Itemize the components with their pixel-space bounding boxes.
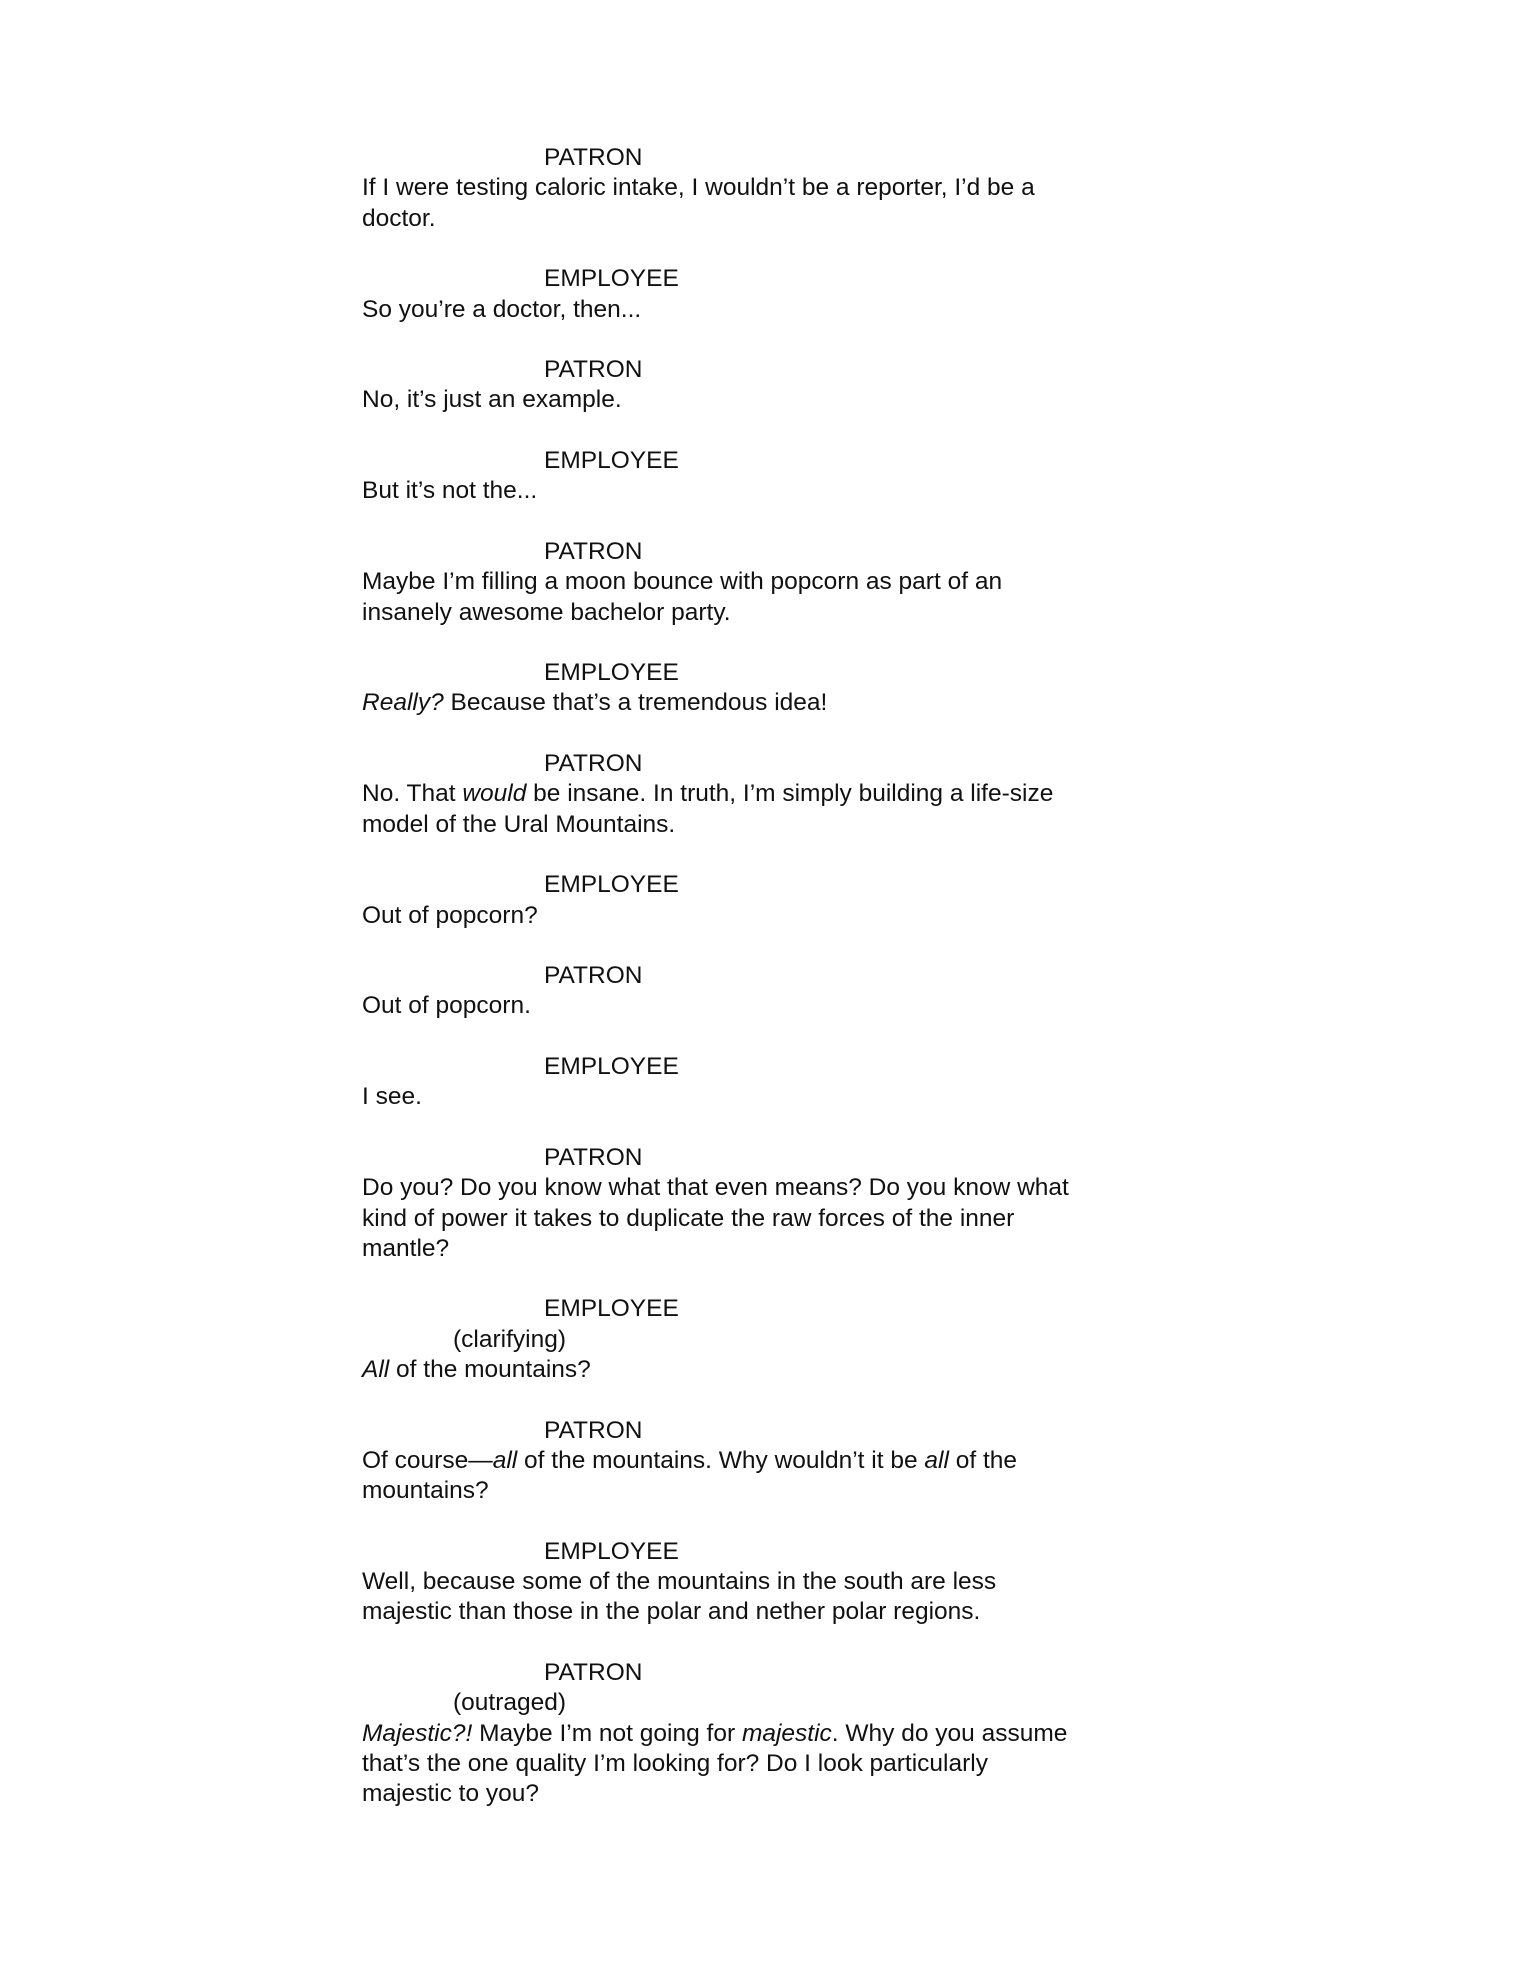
dialogue-text: of the mountains. Why wouldn’t it be	[517, 1446, 925, 1474]
dialogue-text: majestic to you?	[362, 1780, 540, 1808]
emphasis-text: all	[924, 1446, 949, 1474]
dialogue-line	[362, 1234, 449, 1264]
dialogue-line	[362, 688, 827, 718]
dialogue-line	[362, 1355, 591, 1385]
dialogue-line	[362, 598, 731, 628]
character-cue: PATRON	[544, 356, 643, 384]
dialogue-line	[362, 1719, 1067, 1749]
emphasis-text: majestic	[741, 1719, 832, 1747]
emphasis-text: Really?	[362, 689, 444, 717]
dialogue-text: . Why do you assume	[831, 1719, 1068, 1747]
dialogue-line	[362, 779, 1053, 809]
dialogue-text: No. That	[362, 780, 463, 808]
dialogue-line	[362, 295, 641, 325]
character-cue: EMPLOYEE	[544, 1537, 679, 1565]
emphasis-text: Majestic?!	[362, 1719, 473, 1747]
dialogue-line	[362, 1476, 489, 1506]
character-cue: PATRON	[544, 1659, 643, 1686]
dialogue-line	[362, 1173, 1069, 1203]
dialogue-text: mantle?	[362, 1234, 450, 1262]
dialogue-text: of the	[948, 1446, 1018, 1474]
character-cue: EMPLOYEE	[544, 265, 679, 293]
dialogue-line	[362, 1779, 539, 1809]
dialogue-text: model of the Ural Mountains.	[362, 810, 676, 838]
dialogue-line	[362, 1749, 988, 1779]
character-cue: PATRON	[544, 537, 643, 565]
dialogue-line	[362, 901, 538, 931]
dialogue-text: mountains?	[362, 1477, 489, 1505]
dialogue-text: Because that’s a tremendous idea!	[443, 689, 828, 717]
dialogue-line	[362, 1204, 1014, 1234]
dialogue-line	[362, 1567, 996, 1597]
dialogue-text: No, it’s just an example.	[362, 386, 622, 414]
dialogue-text: Maybe I’m not going for	[472, 1719, 742, 1747]
dialogue-text: But it’s not the...	[362, 477, 538, 505]
dialogue-text: of the mountains?	[389, 1356, 591, 1383]
parenthetical: (clarifying)	[453, 1325, 566, 1353]
emphasis-text: all	[492, 1446, 518, 1474]
character-cue: PATRON	[544, 144, 643, 171]
dialogue-line	[362, 1446, 1017, 1476]
dialogue-text: majestic than those in the polar and nether polar regions.	[362, 1598, 981, 1626]
dialogue-text: insanely awesome bachelor party.	[362, 598, 731, 626]
dialogue-line	[362, 991, 531, 1021]
dialogue-line	[362, 810, 675, 840]
dialogue-text: Maybe I’m filling a moon bounce with popcorn as part of an	[362, 568, 1003, 596]
dialogue-line	[362, 204, 436, 234]
dialogue-text: be insane. In truth, I’m simply building a life-size	[526, 780, 1054, 808]
dialogue-text: doctor.	[362, 204, 436, 232]
dialogue-text: Well, because some of the mountains in the south are less	[362, 1568, 997, 1596]
character-cue: PATRON	[544, 1416, 643, 1444]
character-cue: EMPLOYEE	[544, 659, 679, 687]
character-cue: EMPLOYEE	[544, 871, 679, 899]
dialogue-line	[362, 385, 622, 415]
emphasis-text: All	[362, 1356, 390, 1383]
dialogue-line	[362, 1597, 980, 1627]
character-cue: EMPLOYEE	[544, 447, 679, 474]
character-cue: PATRON	[544, 962, 643, 990]
dialogue-line	[362, 476, 537, 506]
dialogue-text: If I were testing caloric intake, I wouldn’t be a reporter, I’d be a	[362, 174, 1035, 202]
dialogue-text: Out of popcorn.	[362, 992, 531, 1020]
dialogue-text: Out of popcorn?	[362, 901, 538, 929]
emphasis-text: would	[462, 780, 527, 808]
dialogue-text: So you’re a doctor, then...	[362, 295, 642, 323]
dialogue-text: Of course—	[362, 1446, 493, 1474]
dialogue-line	[362, 1082, 422, 1112]
dialogue-text: I see.	[362, 1083, 422, 1111]
character-cue: PATRON	[544, 750, 643, 777]
character-cue: EMPLOYEE	[544, 1295, 679, 1323]
dialogue-line	[362, 173, 1035, 203]
character-cue: PATRON	[544, 1143, 643, 1171]
dialogue-text: Do you? Do you know what that even means? Do you know what	[362, 1174, 1069, 1202]
dialogue-text: that’s the one quality I’m looking for? Do I look particularly	[362, 1749, 988, 1777]
character-cue: EMPLOYEE	[544, 1053, 679, 1080]
parenthetical: (outraged)	[453, 1689, 567, 1717]
dialogue-text: kind of power it takes to duplicate the raw forces of the inner	[362, 1204, 1015, 1232]
dialogue-line	[362, 567, 1002, 597]
